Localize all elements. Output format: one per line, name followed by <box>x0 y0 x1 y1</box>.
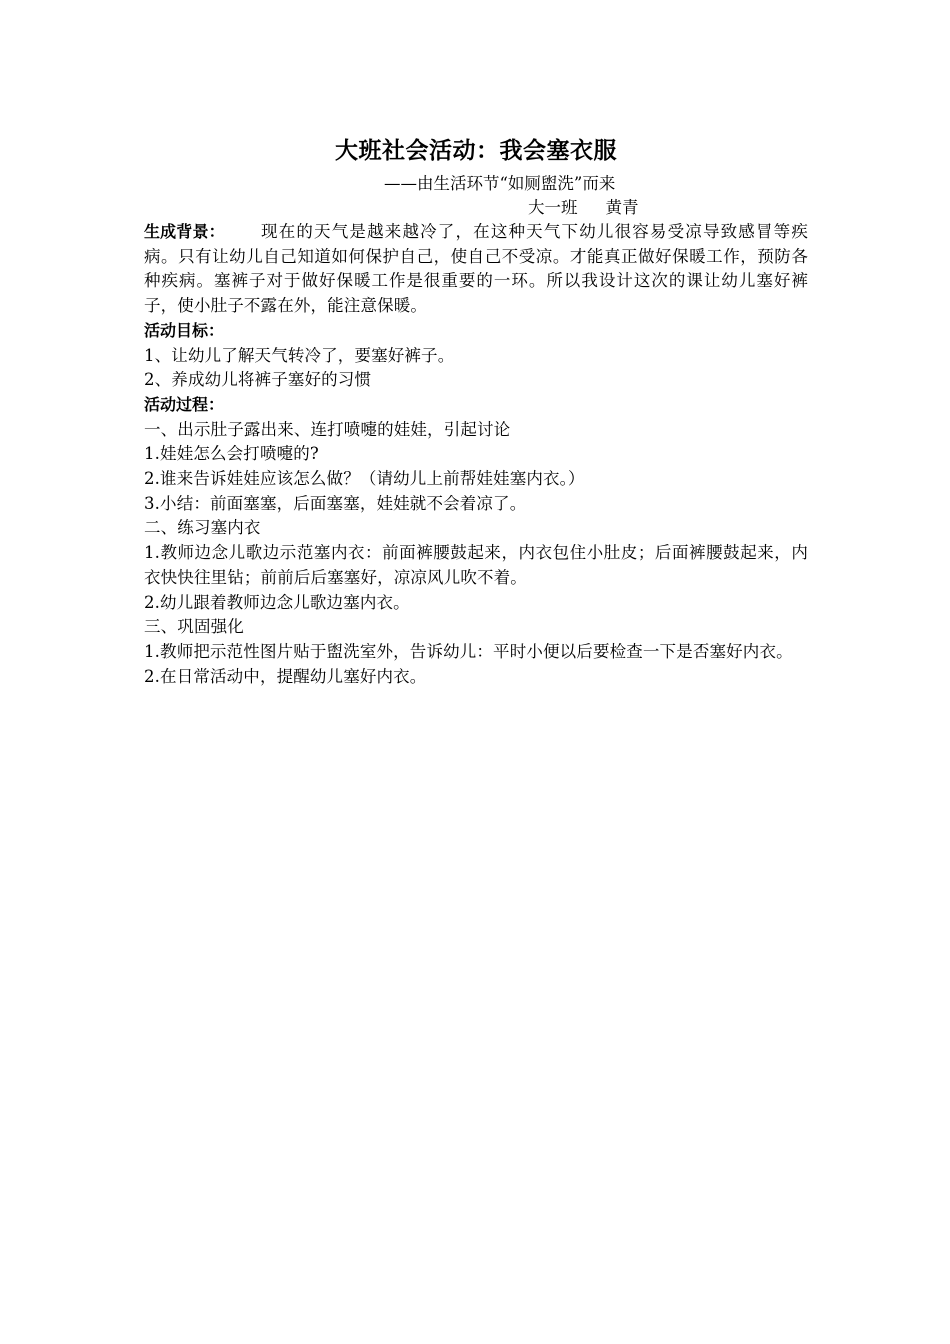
process-line: 1.教师边念儿歌边示范塞内衣：前面裤腰鼓起来，内衣包住小肚皮；后面裤腰鼓起来，内衣快快往里钻；前前后后塞塞好，凉凉风儿吹不着。 <box>144 543 808 587</box>
process-line: 1.娃娃怎么会打喷嚏的? <box>144 444 319 464</box>
author-line <box>144 196 808 220</box>
goal-item: 1、让幼儿了解天气转冷了，要塞好裤子。 <box>144 345 455 365</box>
process-step-1: 一、出示肚子露出来、连打喷嚏的娃娃，引起讨论 <box>144 419 511 439</box>
background-text: 现在的天气是越来越冷了，在这种天气下幼儿很容易受凉导致感冒等疾病。只有让幼儿自己知道如何保护自己，使自己不受凉。才能真正做好保暖工作，预防各种疾病。塞裤子对于做好保暖工作是很重要的一环。所以我设计这次的课让幼儿塞好裤子，使小肚子不露在外，能注意保暖。 <box>144 222 808 316</box>
process-line: 2.在日常活动中，提醒幼儿塞好内衣。 <box>144 666 427 686</box>
goal-item: 2、养成幼儿将裤子塞好的习惯 <box>144 370 372 390</box>
process-step-2: 二、练习塞内衣 <box>144 518 261 538</box>
process-line: 1.教师把示范性图片贴于盥洗室外，告诉幼儿：平时小便以后要检查一下是否塞好内衣。 <box>144 641 793 661</box>
process-line: 3.小结：前面塞塞，后面塞塞，娃娃就不会着凉了。 <box>144 493 527 513</box>
class-name: 大一班 <box>528 198 578 217</box>
process-heading: 活动过程： <box>144 394 225 414</box>
process-line: 2.谁来告诉娃娃应该怎么做？（请幼儿上前帮娃娃塞内衣。） <box>144 469 585 489</box>
background-paragraph <box>144 220 808 319</box>
document-subtitle: ——由生活环节“如厕盥洗”而来 <box>384 174 616 193</box>
background-label: 生成背景： <box>144 222 225 241</box>
process-line: 2.幼儿跟着教师边念儿歌边塞内衣。 <box>144 592 410 612</box>
document-title: 大班社会活动：我会塞衣服 <box>335 138 617 164</box>
process-step-3: 三、巩固强化 <box>144 617 244 637</box>
teacher-name: 黄青 <box>605 198 639 217</box>
document-page <box>144 132 808 689</box>
goals-heading: 活动目标： <box>144 320 225 340</box>
